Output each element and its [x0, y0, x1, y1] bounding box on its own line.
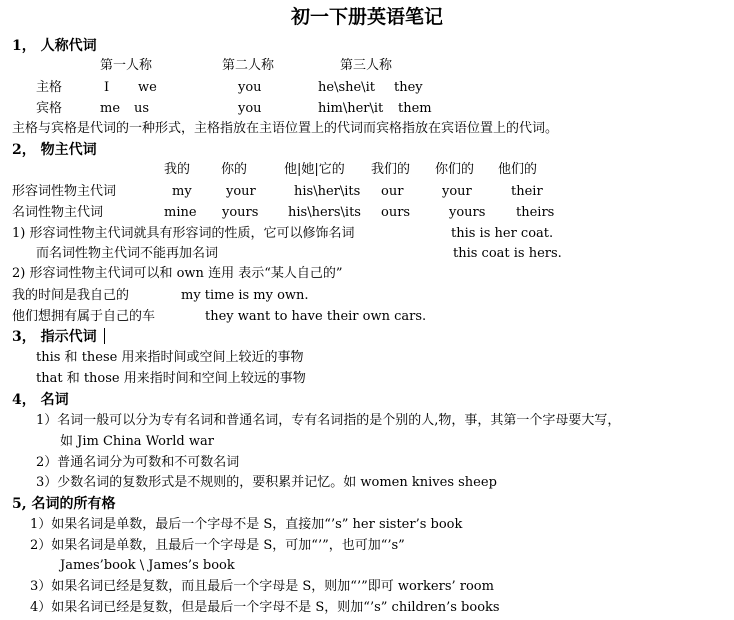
section-5-line-2b: James’book \ James’s book [60, 558, 235, 573]
section-5-heading: 5, 名词的所有格 [12, 496, 116, 512]
point-2: 2) 形容词性物主代词可以和 own 连用 表示“某人自己的” [12, 266, 343, 281]
section-4-heading: 4， 名词 [12, 392, 69, 408]
accusative-label: 宾格 [36, 101, 63, 116]
first-person-header: 第一人称 [100, 58, 153, 73]
adj-their: their [511, 184, 543, 199]
third-person-header: 第三人称 [340, 58, 393, 73]
header-their: 他们的 [498, 162, 538, 177]
adj-my: my [172, 184, 192, 199]
noun-theirs: theirs [516, 205, 555, 220]
nominative-i: I [104, 80, 110, 95]
document-title: 初一下册英语笔记 [290, 6, 443, 28]
adj-our: our [381, 184, 404, 199]
point-1: 1) 形容词性物主代词就具有形容词的性质，它可以修饰名词 [12, 226, 355, 241]
nominative-you: you [238, 80, 262, 95]
accusative-you: you [238, 101, 262, 116]
accusative-them: them [398, 101, 432, 116]
accusative-me: me [100, 101, 121, 116]
noun-mine: mine [164, 205, 197, 220]
section-4-line-2: 2）普通名词分为可数和不可数名词 [36, 455, 240, 470]
header-my: 我的 [164, 162, 191, 177]
second-person-header: 第二人称 [222, 58, 275, 73]
accusative-him-her-it: him\her\it [318, 101, 384, 116]
point-1-example: this is her coat. [451, 226, 554, 241]
text-cursor [104, 328, 105, 344]
header-his: 他|她|它的 [284, 162, 345, 177]
point-4-example: they want to have their own cars. [205, 309, 427, 324]
noun-yours: yours [222, 205, 259, 220]
nominative-he-she-it: he\she\it [318, 80, 375, 95]
point-3-example: my time is my own. [181, 288, 309, 303]
header-your: 你的 [221, 162, 248, 177]
section-4-line-3: 3）少数名词的复数形式是不规则的，要积累并记忆。如 women knives sheep [36, 475, 497, 490]
point-1b: 而名词性物主代词不能再加名词 [36, 246, 219, 261]
point-4: 他们想拥有属于自己的车 [12, 309, 156, 324]
header-yours: 你们的 [435, 162, 475, 177]
section-5-line-3: 3）如果名词已经是复数，而且最后一个字母是 S，则加“’”即可 workers’ room [30, 579, 494, 594]
noun-possessive-label: 名词性物主代词 [12, 205, 104, 220]
adj-your: your [226, 184, 256, 199]
point-1b-example: this coat is hers. [453, 246, 562, 261]
nominative-they: they [394, 80, 423, 95]
section-1-heading: 1， 人称代词 [12, 38, 97, 54]
section-5-line-1: 1）如果名词是单数，最后一个字母不是 S，直接加“’s” her sister’s book [30, 517, 463, 532]
section-3-line-1: this 和 these 用来指时间或空间上较近的事物 [36, 350, 304, 365]
section-3-line-2: that 和 those 用来指时间和空间上较远的事物 [36, 371, 306, 386]
section-4-line-1b: 如 Jim China World war [60, 434, 214, 449]
adj-your-plural: your [442, 184, 472, 199]
section-3-heading: 3， 指示代词 [12, 329, 97, 345]
point-3: 我的时间是我自己的 [12, 288, 130, 303]
section-4-line-1: 1）名词一般可以分为专有名词和普通名词，专有名词指的是个别的人,物，事，其第一个字母要大写， [36, 413, 621, 428]
header-our: 我们的 [371, 162, 411, 177]
section-5-line-2: 2）如果名词是单数，且最后一个字母是 S，可加“’”，也可加“’s” [30, 538, 405, 553]
noun-ours: ours [381, 205, 411, 220]
adj-his-her-its: his\her\its [294, 184, 361, 199]
section-1-note: 主格与宾格是代词的一种形式，主格指放在主语位置上的代词而宾格指放在宾语位置上的代词。 [12, 121, 559, 136]
section-5-line-4: 4）如果名词已经是复数，但是最后一个字母不是 S，则加“’s” children’s books [30, 600, 500, 615]
accusative-us: us [134, 101, 150, 116]
nominative-label: 主格 [36, 80, 63, 95]
adjective-possessive-label: 形容词性物主代词 [12, 184, 117, 199]
noun-his-hers-its: his\hers\its [288, 205, 361, 220]
nominative-we: we [138, 80, 157, 95]
noun-yours-plural: yours [449, 205, 486, 220]
section-2-heading: 2， 物主代词 [12, 142, 97, 158]
